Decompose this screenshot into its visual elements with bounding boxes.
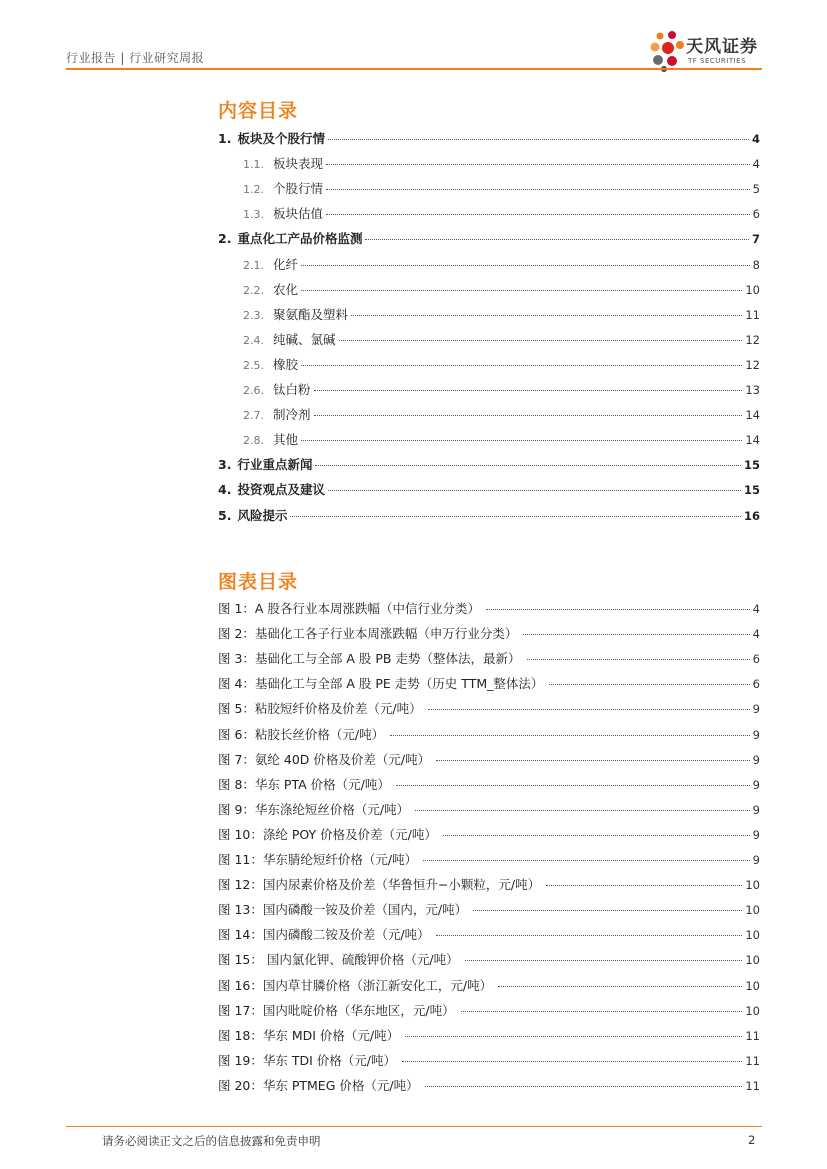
- toc-item[interactable]: [243, 255, 760, 275]
- toc-item-label: 橡胶: [273, 356, 299, 372]
- figure-leader-dots: [523, 634, 749, 635]
- toc-item-number: 2.: [218, 231, 232, 247]
- figure-list-item[interactable]: [218, 725, 760, 745]
- figure-leader-dots: [405, 1036, 742, 1037]
- figure-leader-dots: [423, 860, 750, 861]
- toc-leader-dots: [301, 440, 742, 441]
- figure-list-item[interactable]: [218, 649, 760, 669]
- logo-mark-icon: [648, 27, 688, 73]
- figure-item-label: 图 17：国内吡啶价格（华东地区，元/吨）: [218, 1002, 455, 1018]
- toc-item-label: 农化: [273, 281, 299, 297]
- figure-leader-dots: [428, 709, 750, 710]
- toc-item-page: 14: [745, 433, 760, 448]
- toc-leader-dots: [326, 164, 750, 165]
- figure-item-label: 图 19：华东 TDI 价格（元/吨）: [218, 1052, 396, 1068]
- toc-item[interactable]: [243, 405, 760, 425]
- figure-item-label: 图 20：华东 PTMEG 价格（元/吨）: [218, 1077, 419, 1093]
- figure-leader-dots: [486, 609, 750, 610]
- figure-leader-dots: [402, 1061, 742, 1062]
- toc-item-label: 化纤: [273, 256, 299, 272]
- company-logo: [648, 27, 768, 73]
- toc-item-number: 4.: [218, 482, 232, 498]
- figure-item-page: 11: [745, 1078, 760, 1093]
- figure-list-title: 图表目录: [218, 571, 299, 593]
- figure-item-label: 图 4：基础化工与全部 A 股 PE 走势（历史 TTM_整体法）: [218, 676, 544, 692]
- toc-item-page: 5: [752, 182, 760, 197]
- figure-leader-dots: [425, 1086, 743, 1087]
- toc-leader-dots: [314, 390, 743, 391]
- toc-item-label: 个股行情: [273, 181, 324, 197]
- figure-list-item[interactable]: [218, 800, 760, 820]
- figure-item-page: 10: [745, 928, 760, 943]
- figure-list-item[interactable]: [218, 850, 760, 870]
- figure-leader-dots: [396, 785, 750, 786]
- toc-item-label: 钛白粉: [273, 382, 311, 397]
- toc-item[interactable]: [243, 179, 760, 199]
- figure-item-page: 10: [745, 1003, 760, 1018]
- figure-list-item[interactable]: [218, 775, 760, 795]
- toc-leader-dots: [351, 315, 742, 316]
- toc-item-label: 制冷剂: [273, 407, 311, 423]
- toc-item[interactable]: [243, 380, 760, 400]
- toc-item-page: 11: [745, 307, 760, 322]
- toc-item-page: 8: [752, 257, 760, 272]
- figure-item-label: 图 14：国内磷酸二铵及价差（元/吨）: [218, 927, 430, 943]
- logo-name: 天风证券: [686, 37, 758, 57]
- figure-leader-dots: [546, 885, 742, 886]
- figure-item-page: 4: [752, 627, 760, 642]
- report-type-label: 行业报告 | 行业研究周报: [66, 51, 205, 65]
- toc-item-label: 风险提示: [237, 507, 288, 523]
- page-number: 2: [748, 1133, 756, 1147]
- figure-list-item[interactable]: [218, 875, 760, 895]
- toc-item-label: 投资观点及建议: [237, 482, 325, 498]
- figure-leader-dots: [443, 835, 750, 836]
- figure-list-item[interactable]: [218, 674, 760, 694]
- toc-item[interactable]: [218, 455, 760, 475]
- figure-item-page: 9: [752, 727, 760, 742]
- toc-item-page: 15: [743, 458, 760, 473]
- toc-item-page: 12: [745, 332, 760, 347]
- toc-leader-dots: [365, 239, 749, 240]
- toc-item-label: 聚氨酯及塑料: [273, 306, 349, 322]
- toc-item[interactable]: [218, 506, 760, 526]
- figure-list-item[interactable]: [218, 624, 760, 644]
- figure-leader-dots: [527, 659, 750, 660]
- toc-item-number: 5.: [218, 507, 232, 523]
- figure-item-label: 图 9：华东涤纶短丝价格（元/吨）: [218, 801, 410, 817]
- figure-item-page: 9: [752, 802, 760, 817]
- toc-item-number: 2.4.: [243, 333, 264, 347]
- toc-item-label: 板块表现: [273, 156, 324, 172]
- footer-divider: [66, 1126, 762, 1127]
- figure-item-page: 9: [752, 827, 760, 842]
- toc-leader-dots: [326, 189, 750, 190]
- figure-leader-dots: [473, 910, 742, 911]
- figure-item-page: 6: [752, 652, 760, 667]
- toc-item-number: 1.1.: [243, 158, 264, 172]
- figure-leader-dots: [436, 935, 743, 936]
- figure-item-label: 图 13：国内磷酸一铵及价差（国内，元/吨）: [218, 902, 468, 918]
- figure-item-page: 11: [745, 1028, 760, 1043]
- figure-list-item[interactable]: [218, 1001, 760, 1021]
- toc-item[interactable]: [243, 430, 760, 450]
- logo-subtitle: TF SECURITIES: [688, 57, 747, 65]
- toc-item-number: 2.1.: [243, 258, 264, 272]
- toc-item-page: 12: [745, 357, 760, 372]
- toc-item-number: 3.: [218, 457, 232, 473]
- toc-item[interactable]: [218, 480, 760, 500]
- figure-item-label: 图 12：国内尿素价格及价差（华鲁恒升−小颗粒，元/吨）: [218, 877, 541, 893]
- toc-leader-dots: [328, 490, 741, 491]
- toc-item-page: 16: [743, 508, 760, 523]
- toc-item[interactable]: [243, 154, 760, 174]
- footer-disclaimer: 请务必阅读正文之后的信息披露和免责申明: [102, 1134, 321, 1148]
- toc-item-number: 2.8.: [243, 434, 264, 448]
- toc-leader-dots: [301, 290, 742, 291]
- figure-item-label: 图 10：涤纶 POY 价格及价差（元/吨）: [218, 826, 437, 842]
- figure-leader-dots: [498, 986, 742, 987]
- figure-list-item[interactable]: [218, 825, 760, 845]
- figure-item-page: 9: [752, 777, 760, 792]
- toc-leader-dots: [339, 340, 743, 341]
- figure-leader-dots: [415, 810, 750, 811]
- toc-leader-dots: [328, 139, 749, 140]
- toc-leader-dots: [314, 415, 743, 416]
- figure-leader-dots: [549, 684, 749, 685]
- figure-list-item[interactable]: [218, 599, 760, 619]
- toc-leader-dots: [301, 365, 742, 366]
- toc-item-page: 14: [745, 408, 760, 423]
- figure-leader-dots: [436, 760, 750, 761]
- figure-list-item[interactable]: [218, 976, 760, 996]
- figure-list-item[interactable]: [218, 1051, 760, 1071]
- figure-item-label: 图 11：华东腈纶短纤价格（元/吨）: [218, 852, 418, 867]
- toc-item-number: 2.7.: [243, 409, 264, 423]
- figure-item-page: 10: [745, 878, 760, 893]
- figure-item-page: 10: [745, 903, 760, 918]
- figure-list-item[interactable]: [218, 950, 760, 970]
- figure-item-label: 图 6：粘胶长丝价格（元/吨）: [218, 726, 385, 742]
- toc-item-label: 其他: [273, 432, 299, 448]
- figure-item-label: 图 5：粘胶短纤价格及价差（元/吨）: [218, 701, 422, 717]
- toc-item[interactable]: [243, 355, 760, 375]
- figure-item-page: 6: [752, 677, 760, 692]
- toc-item[interactable]: [218, 229, 760, 249]
- toc-item-number: 2.6.: [243, 384, 264, 397]
- figure-item-page: 9: [752, 752, 760, 767]
- figure-item-label: 图 15： 国内氯化钾、硫酸钾价格（元/吨）: [218, 952, 459, 968]
- figure-list-item[interactable]: [218, 1076, 760, 1096]
- toc-leader-dots: [315, 465, 741, 466]
- toc-leader-dots: [326, 214, 750, 215]
- figure-item-page: 9: [752, 853, 760, 867]
- figure-item-label: 图 8：华东 PTA 价格（元/吨）: [218, 776, 390, 792]
- figure-item-label: 图 18：华东 MDI 价格（元/吨）: [218, 1027, 400, 1043]
- toc-item[interactable]: [243, 280, 760, 300]
- toc-item-page: 13: [745, 383, 760, 397]
- toc-item-label: 重点化工产品价格监测: [237, 231, 363, 247]
- figure-item-page: 4: [752, 602, 760, 616]
- figure-leader-dots: [390, 735, 750, 736]
- toc-item-label: 板块估值: [273, 206, 324, 222]
- toc-item-number: 2.3.: [243, 308, 264, 322]
- figure-list-item[interactable]: [218, 925, 760, 945]
- header-divider: [66, 68, 762, 70]
- toc-item-number: 1.3.: [243, 208, 264, 222]
- toc-item[interactable]: [243, 330, 760, 350]
- figure-list-item[interactable]: [218, 750, 760, 770]
- toc-item-page: 6: [752, 207, 760, 222]
- figure-leader-dots: [461, 1011, 743, 1012]
- toc-item-number: 1.2.: [243, 183, 264, 197]
- figure-item-page: 10: [745, 953, 760, 968]
- figure-item-label: 图 7：氨纶 40D 价格及价差（元/吨）: [218, 751, 431, 767]
- toc-item-page: 10: [745, 282, 760, 297]
- figure-list-item[interactable]: [218, 1026, 760, 1046]
- toc-item-page: 15: [743, 483, 760, 498]
- toc-item-page: 4: [752, 157, 760, 172]
- figure-list-item[interactable]: [218, 900, 760, 920]
- toc-item-number: 2.2.: [243, 283, 264, 297]
- toc-leader-dots: [290, 516, 741, 517]
- figure-item-page: 10: [745, 978, 760, 993]
- toc-item-number: 2.5.: [243, 358, 264, 372]
- toc-item-label: 纯碱、氯碱: [273, 331, 336, 347]
- toc-item-label: 板块及个股行情: [237, 131, 325, 146]
- toc-item-number: 1.: [218, 131, 232, 146]
- figure-list-item[interactable]: [218, 699, 760, 719]
- toc-item[interactable]: [243, 204, 760, 224]
- figure-item-label: 图 3：基础化工与全部 A 股 PB 走势（整体法，最新）: [218, 651, 521, 667]
- toc-leader-dots: [301, 265, 750, 266]
- figure-item-label: 图 1：A 股各行业本周涨跌幅（中信行业分类）: [218, 601, 480, 616]
- figure-item-page: 9: [752, 702, 760, 717]
- figure-item-label: 图 16：国内草甘膦价格（浙江新安化工，元/吨）: [218, 977, 493, 993]
- figure-leader-dots: [465, 960, 743, 961]
- toc-title: 内容目录: [218, 100, 299, 122]
- figure-item-label: 图 2：基础化工各子行业本周涨跌幅（申万行业分类）: [218, 626, 518, 642]
- toc-item-label: 行业重点新闻: [237, 457, 313, 473]
- toc-item-page: 4: [751, 132, 760, 146]
- toc-item-page: 7: [751, 232, 760, 247]
- figure-item-page: 11: [745, 1053, 760, 1068]
- toc-item[interactable]: [218, 129, 760, 149]
- toc-item[interactable]: [243, 305, 760, 325]
